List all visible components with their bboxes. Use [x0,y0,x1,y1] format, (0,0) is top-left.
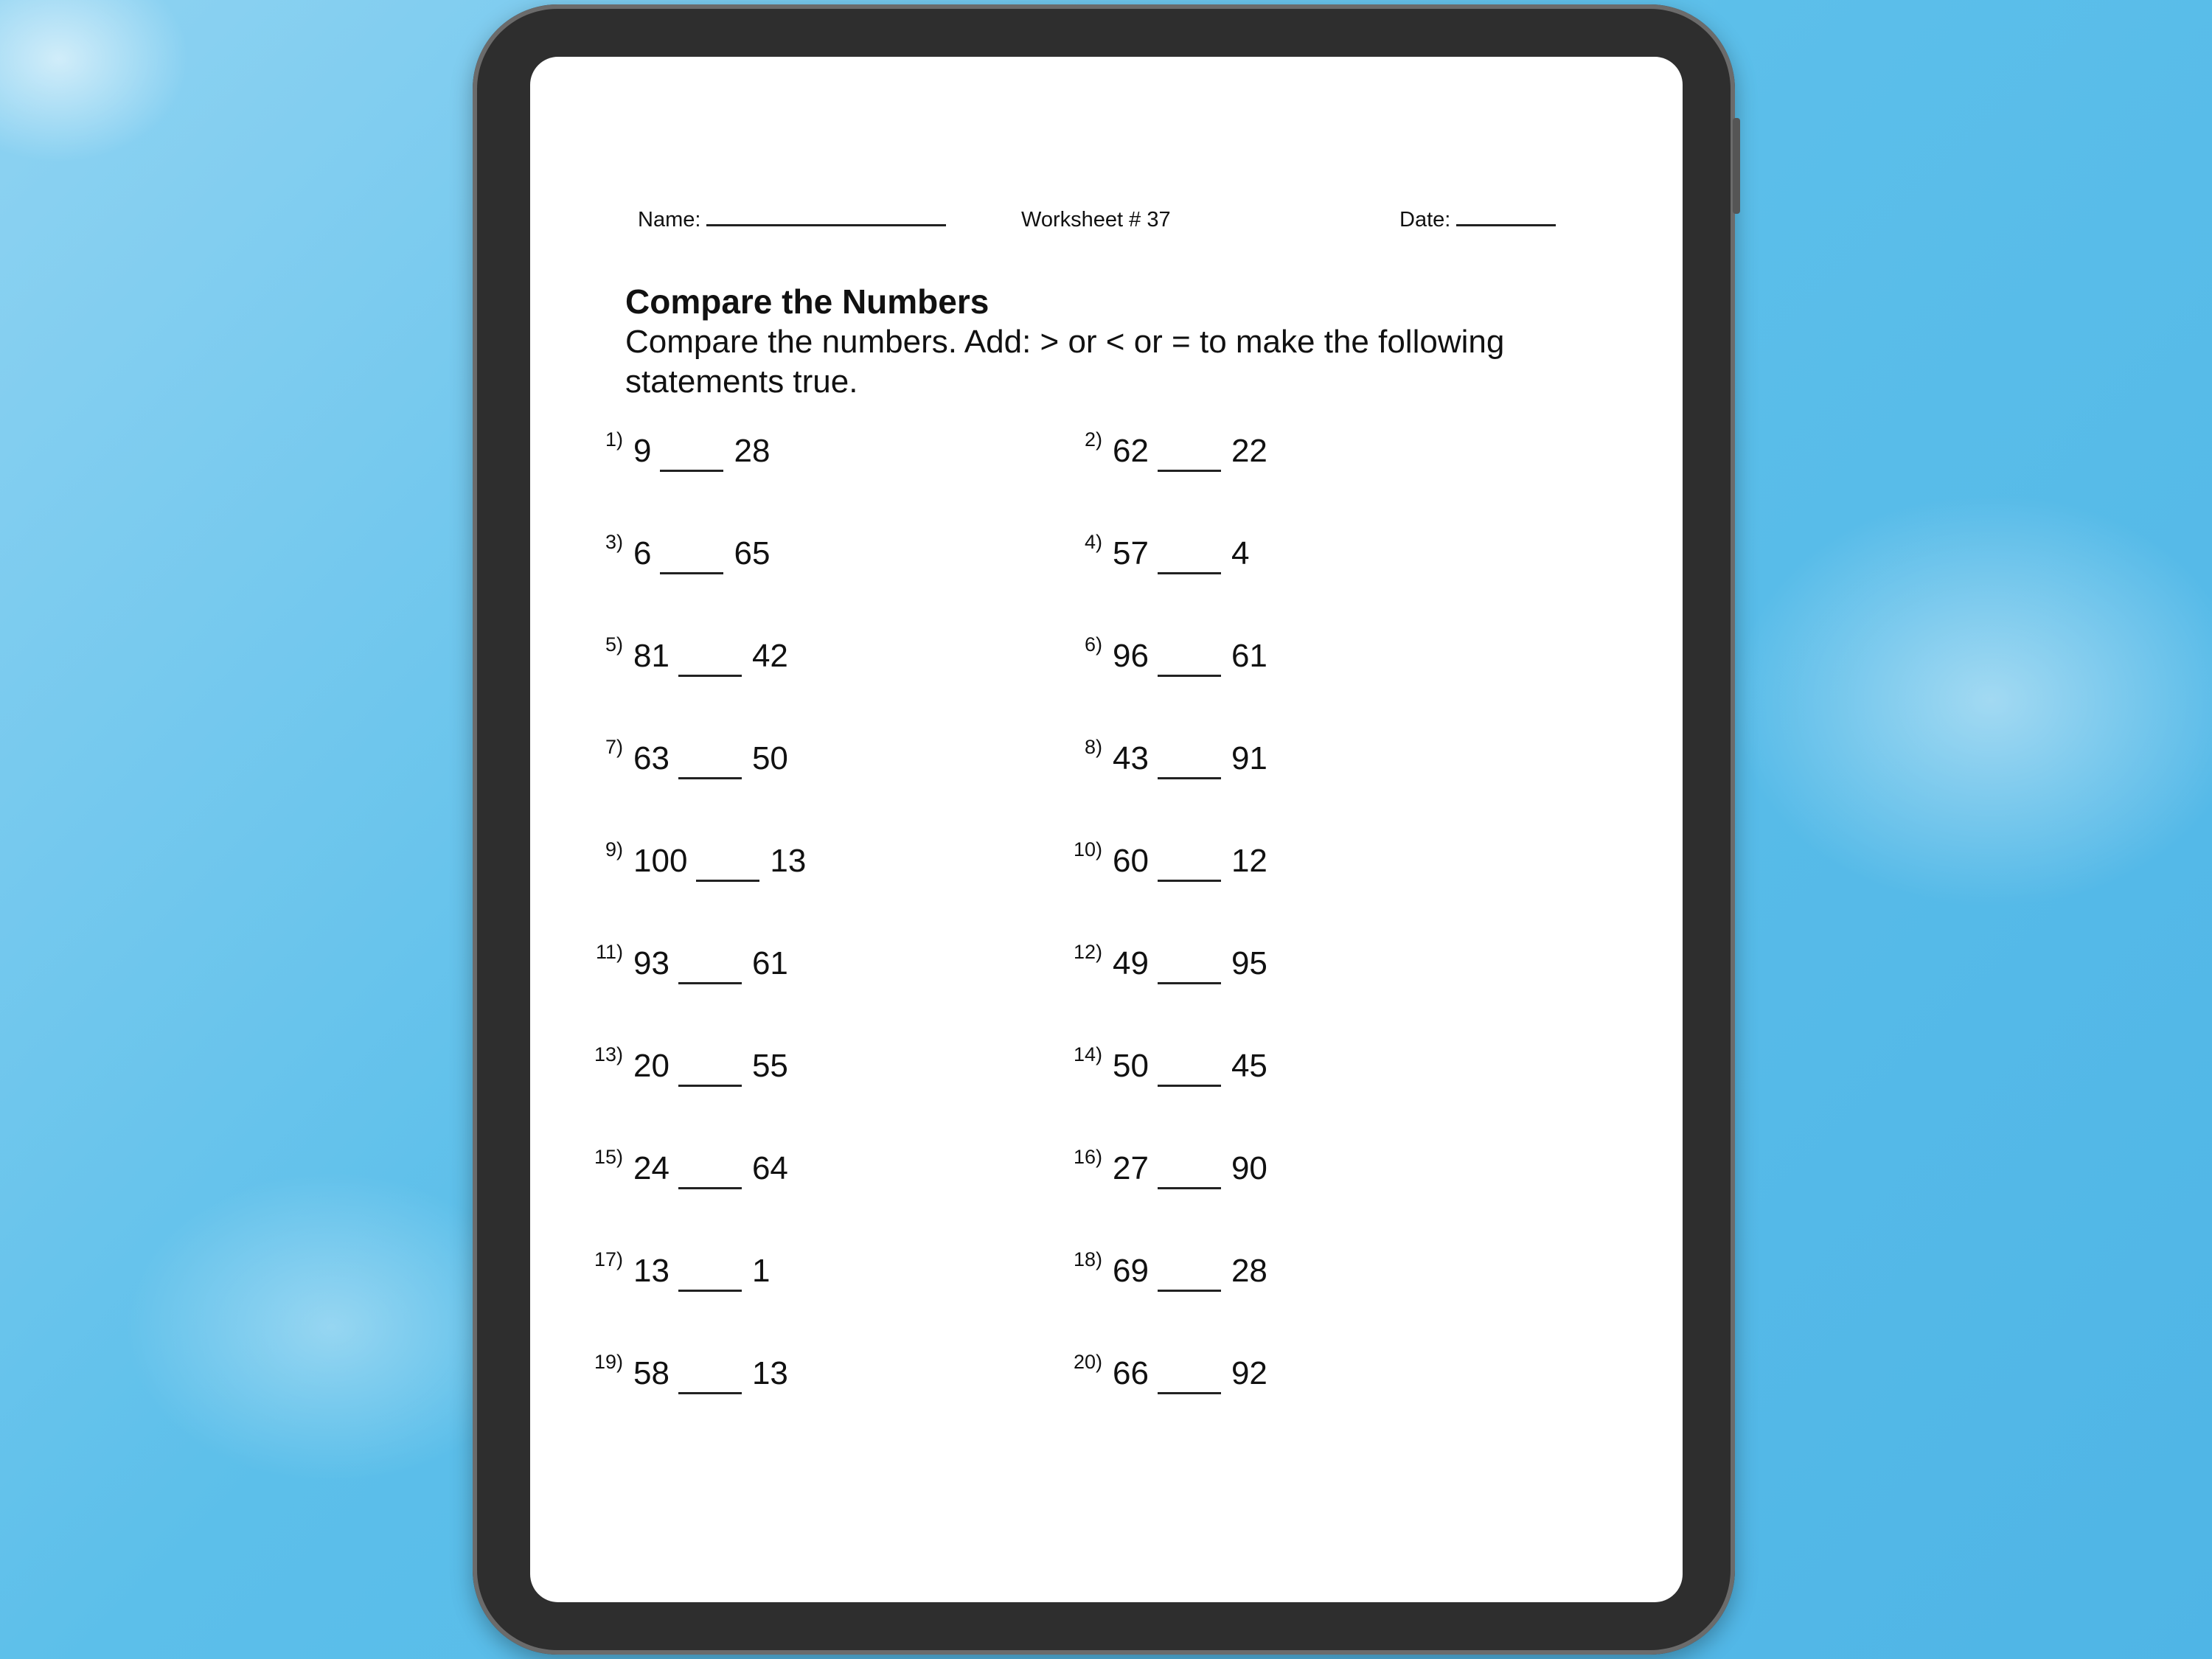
problem-number: 13) [594,1043,623,1065]
worksheet-number: Worksheet # 37 [1021,208,1171,232]
answer-blank[interactable] [678,1370,742,1394]
problem-number: 10) [1073,838,1102,860]
left-operand: 66 [1113,1355,1149,1391]
problem-item [582,1248,771,1290]
problem-item [582,1146,788,1187]
left-operand: 93 [633,945,669,981]
right-operand: 12 [1231,843,1267,879]
right-operand: 64 [751,1150,788,1186]
left-operand: 81 [633,638,669,674]
worksheet-title: Compare the Numbers [625,282,990,321]
left-operand: 60 [1113,843,1149,879]
right-operand: 28 [734,433,771,469]
left-operand: 49 [1113,945,1149,981]
problem-number: 12) [1073,941,1102,963]
answer-blank[interactable] [1158,755,1221,779]
left-operand: 50 [1113,1048,1149,1084]
right-operand: 13 [751,1355,788,1391]
problem-number: 3) [605,531,623,553]
problem-item [1061,1248,1267,1290]
problem-number: 11) [595,941,623,963]
problem-number: 14) [1073,1043,1102,1065]
left-operand: 6 [633,535,652,571]
problem-number: 4) [1084,531,1102,553]
left-operand: 100 [633,843,688,879]
answer-blank[interactable] [1158,1062,1221,1087]
answer-blank[interactable] [696,858,759,882]
left-operand: 62 [1113,433,1149,469]
right-operand: 92 [1231,1355,1267,1391]
right-operand: 13 [770,843,807,879]
problem-item [582,633,788,675]
problem-item [582,428,771,470]
left-operand: 96 [1113,638,1149,674]
problem-number: 9) [605,838,623,860]
problem-item [1061,1043,1267,1085]
answer-blank[interactable] [678,1165,742,1189]
problem-number: 18) [1073,1248,1102,1270]
right-operand: 50 [751,740,788,776]
answer-blank[interactable] [678,1062,742,1087]
answer-blank[interactable] [1158,653,1221,677]
left-operand: 13 [633,1253,669,1289]
answer-blank[interactable] [1158,448,1221,472]
answer-blank[interactable] [1158,858,1221,882]
answer-blank[interactable] [678,755,742,779]
worksheet-page [530,57,1683,1602]
answer-blank[interactable] [1158,1370,1221,1394]
answer-blank[interactable] [1158,550,1221,574]
name-field[interactable] [638,208,946,232]
answer-blank[interactable] [1158,960,1221,984]
problem-number: 6) [1084,633,1102,655]
problem-number: 7) [605,736,623,758]
problem-item [582,531,771,572]
left-operand: 69 [1113,1253,1149,1289]
problem-item [582,941,788,982]
problem-item [1061,531,1250,572]
name-line [706,208,946,226]
right-operand: 45 [1231,1048,1267,1084]
answer-blank[interactable] [1158,1165,1221,1189]
problem-number: 17) [594,1248,623,1270]
right-operand: 91 [1231,740,1267,776]
right-operand: 55 [751,1048,788,1084]
left-operand: 24 [633,1150,669,1186]
problem-item [1061,941,1267,982]
left-operand: 63 [633,740,669,776]
problem-item [582,1351,788,1392]
right-operand: 65 [734,535,771,571]
problem-item [1061,1146,1267,1187]
right-operand: 61 [1231,638,1267,674]
problem-number: 15) [594,1146,623,1168]
problem-item [582,736,788,777]
problem-number: 5) [605,633,623,655]
problem-number: 2) [1084,428,1102,451]
problem-number: 16) [1073,1146,1102,1168]
right-operand: 28 [1231,1253,1267,1289]
problem-item [1061,736,1267,777]
left-operand: 9 [633,433,652,469]
right-operand: 42 [751,638,788,674]
left-operand: 43 [1113,740,1149,776]
right-operand: 1 [751,1253,771,1289]
left-operand: 27 [1113,1150,1149,1186]
answer-blank[interactable] [678,653,742,677]
problem-item [1061,838,1267,880]
right-operand: 22 [1231,433,1267,469]
answer-blank[interactable] [678,960,742,984]
left-operand: 57 [1113,535,1149,571]
date-field[interactable] [1399,208,1556,232]
answer-blank[interactable] [678,1267,742,1292]
left-operand: 20 [633,1048,669,1084]
date-label: Date: [1399,208,1451,232]
answer-blank[interactable] [1158,1267,1221,1292]
tablet-side-button [1733,118,1740,214]
right-operand: 61 [751,945,788,981]
date-line [1456,208,1556,226]
problem-item [1061,633,1267,675]
problem-item [582,1043,788,1085]
answer-blank[interactable] [660,550,723,574]
problem-number: 8) [1084,736,1102,758]
name-label: Name: [638,208,701,232]
left-operand: 58 [633,1355,669,1391]
right-operand: 4 [1231,535,1250,571]
problem-number: 19) [594,1351,623,1373]
answer-blank[interactable] [660,448,723,472]
right-operand: 90 [1231,1150,1267,1186]
problem-item [582,838,807,880]
right-operand: 95 [1231,945,1267,981]
instructions: Compare the numbers. Add: > or < or = to make the following statements true. [625,324,1505,400]
problem-item [1061,428,1267,470]
problem-number: 20) [1073,1351,1102,1373]
problem-item [1061,1351,1267,1392]
problem-number: 1) [605,428,623,451]
